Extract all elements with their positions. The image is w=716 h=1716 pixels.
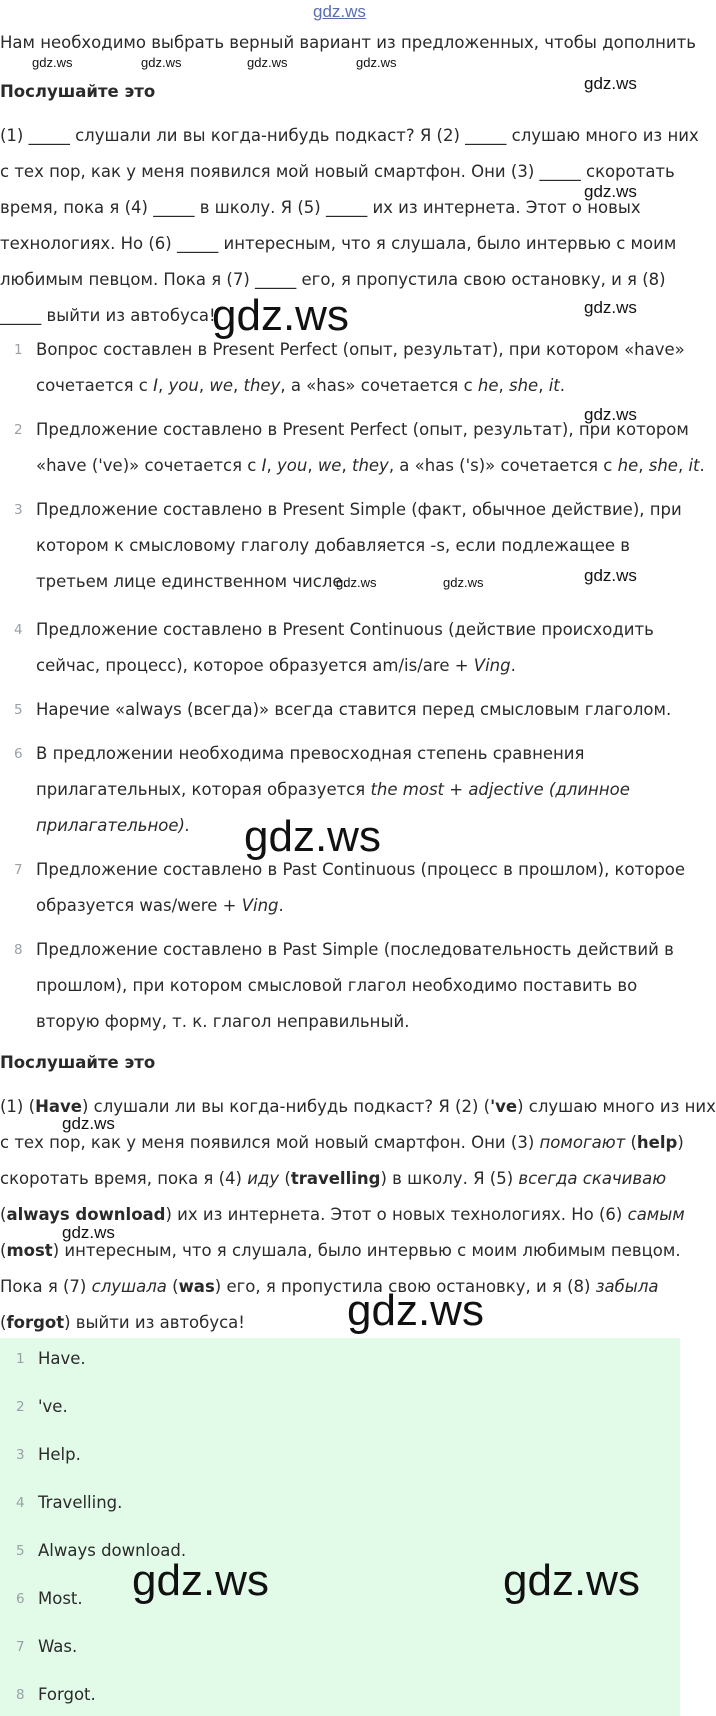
explanation-line xyxy=(36,572,348,591)
text-span: , xyxy=(538,376,549,395)
explanation-number: 1 xyxy=(14,342,23,358)
text-span: , а «has» сочетается с xyxy=(280,376,478,395)
answer-word: travelling xyxy=(290,1169,381,1188)
text-span: В предложении необходима превосходная степень сравнения xyxy=(36,744,585,763)
answer-number: 2 xyxy=(16,1399,25,1415)
emphasis-text: she xyxy=(509,376,539,395)
explanation-number: 6 xyxy=(14,746,23,762)
emphasis-text: + Ving xyxy=(222,896,279,915)
answer-number: 4 xyxy=(16,1495,25,1511)
answer-word: Have xyxy=(35,1097,82,1116)
explanation-number: 3 xyxy=(14,502,23,518)
text-span: , xyxy=(266,456,277,475)
solution-line xyxy=(0,1133,684,1152)
explanation-line xyxy=(36,340,685,359)
text-span: ) их из интернета. Этот о новых технологиях. Но (6) xyxy=(165,1205,628,1224)
explanation-line xyxy=(36,500,682,519)
answer-text: Have. xyxy=(38,1349,86,1368)
answer-text: Always download. xyxy=(38,1541,187,1560)
explanation-line xyxy=(36,1012,409,1031)
solution-line xyxy=(0,1313,245,1332)
emphasis-text: всегда скачиваю xyxy=(518,1169,667,1188)
text-span: сочетается с xyxy=(36,376,154,395)
answer-number: 3 xyxy=(16,1447,25,1463)
text-span: . xyxy=(510,656,516,675)
emphasis-text: слушала xyxy=(91,1277,167,1296)
watermark-large: gdz.ws xyxy=(132,1556,269,1605)
intro-text: Нам необходимо выбрать верный вариант из предложенных, чтобы дополнить xyxy=(0,33,696,52)
text-span: Пока я (7) xyxy=(0,1277,92,1296)
emphasis-text: he xyxy=(477,376,499,395)
answer-text: Travelling. xyxy=(38,1493,123,1512)
watermark: gdz.ws xyxy=(32,55,73,70)
explanation-line xyxy=(36,376,565,395)
watermark: gdz.ws xyxy=(584,298,637,317)
solution-line xyxy=(0,1205,685,1224)
text-span: ) слушали ли вы когда-нибудь подкаст? Я (2) ( xyxy=(81,1097,491,1116)
text-span: , xyxy=(341,456,352,475)
emphasis-text: it xyxy=(548,376,560,395)
text-span: скоротать время, пока я (4) xyxy=(0,1169,248,1188)
text-span: ) выйти из автобуса! xyxy=(64,1313,245,1332)
emphasis-text: she xyxy=(648,456,678,475)
answer-number: 1 xyxy=(16,1351,25,1367)
watermark: gdz.ws xyxy=(247,55,288,70)
text-span: , xyxy=(198,376,210,395)
watermark-large: gdz.ws xyxy=(503,1556,640,1605)
emphasis-text: помогают xyxy=(539,1133,626,1152)
emphasis-text: we xyxy=(209,376,233,395)
answer-text: Help. xyxy=(38,1445,81,1464)
text-span: прошлом), при котором смысловой глагол необходимо поставить во xyxy=(36,976,638,995)
answer-word: most xyxy=(6,1241,53,1260)
emphasis-text: it xyxy=(688,456,700,475)
text-span: третьем лице единственном числе. xyxy=(36,572,348,591)
text-span: ) интересным, что я слушала, было интервью с моим любимым певцом. xyxy=(52,1241,681,1260)
explanation-number: 8 xyxy=(14,942,23,958)
text-span: Предложение составлено в Past Simple (последовательность действий в xyxy=(36,940,674,959)
watermark: gdz.ws xyxy=(584,566,637,585)
answers-panel xyxy=(0,1338,680,1716)
text-span: ( xyxy=(0,1313,7,1332)
text-span: ) его, я пропустила свою остановку, и я (8) xyxy=(214,1277,596,1296)
emphasis-text: you xyxy=(168,376,199,395)
watermark-large: gdz.ws xyxy=(244,812,381,861)
emphasis-text: the most + adjective (длинное xyxy=(370,780,630,799)
text-span: котором к смысловому глаголу добавляется -s, если подлежащее в xyxy=(36,536,630,555)
text-span: вторую форму, т. к. глагол неправильный. xyxy=(36,1012,410,1031)
solution-line xyxy=(0,1241,681,1260)
watermark: gdz.ws xyxy=(62,1223,115,1242)
task-heading: Послушайте это xyxy=(0,82,156,101)
explanation-line xyxy=(36,940,674,959)
text-span: Вопрос составлен в Present Perfect (опыт, результат), при котором «have» xyxy=(36,340,685,359)
solution-line xyxy=(0,1277,659,1296)
text-span: ( xyxy=(166,1277,179,1296)
answer-text: 've. xyxy=(38,1397,68,1416)
answer-word: help xyxy=(636,1133,678,1152)
emphasis-text: we xyxy=(317,456,342,475)
explanation-line xyxy=(36,536,630,555)
text-span: , xyxy=(638,456,649,475)
emphasis-text: самым xyxy=(627,1205,685,1224)
emphasis-text: прилагательное). xyxy=(36,816,191,835)
solution-heading: Послушайте это xyxy=(0,1053,156,1072)
watermark-large: gdz.ws xyxy=(347,1286,484,1335)
text-span: , xyxy=(232,376,244,395)
explanation-number: 5 xyxy=(14,702,23,718)
answer-word: was xyxy=(178,1277,215,1296)
emphasis-text: you xyxy=(276,456,308,475)
text-span: (1) ( xyxy=(0,1097,36,1116)
emphasis-text: забыла xyxy=(595,1277,659,1296)
watermark: gdz.ws xyxy=(336,575,377,590)
text-span: сейчас, процесс), которое образуется am/is/are xyxy=(36,656,455,675)
answer-word: 've xyxy=(490,1097,518,1116)
explanation-line xyxy=(36,780,630,799)
task-line: технологиях. Но (6) _____ интересным, что я слушала, было интервью с моим xyxy=(0,234,677,253)
task-line: с тех пор, как у меня появился мой новый смартфон. Они (3) _____ скоротать xyxy=(0,162,675,181)
watermark-large: gdz.ws xyxy=(212,291,349,340)
text-span: Предложение составлено в Past Continuous (процесс в прошлом), которое xyxy=(36,860,686,879)
text-span: ( xyxy=(279,1169,291,1188)
explanation-number: 7 xyxy=(14,862,23,878)
text-span: , а «has ('s)» сочетается с xyxy=(388,456,618,475)
explanation-line xyxy=(36,896,284,915)
emphasis-text: they xyxy=(243,376,281,395)
watermark: gdz.ws xyxy=(443,575,484,590)
text-span: , xyxy=(677,456,689,475)
watermark: gdz.ws xyxy=(584,74,637,93)
answer-number: 7 xyxy=(16,1639,25,1655)
emphasis-text: he xyxy=(617,456,639,475)
answer-number: 5 xyxy=(16,1543,25,1559)
text-span: Предложение составлено в Present Simple (факт, обычное действие), при xyxy=(36,500,682,519)
explanation-line xyxy=(36,620,654,639)
emphasis-text: I xyxy=(261,456,267,475)
emphasis-text: иду xyxy=(247,1169,280,1188)
answer-word: forgot xyxy=(6,1313,65,1332)
top-watermark: gdz.ws xyxy=(313,2,366,21)
answer-number: 8 xyxy=(16,1687,25,1703)
text-span: ( xyxy=(0,1241,7,1260)
watermark: gdz.ws xyxy=(584,182,637,201)
watermark: gdz.ws xyxy=(356,55,397,70)
task-line: любимым певцом. Пока я (7) _____ его, я пропустила свою остановку, и я (8) xyxy=(0,270,666,289)
answer-text: Was. xyxy=(38,1637,78,1656)
answer-text: Forgot. xyxy=(38,1685,96,1704)
explanation-number: 4 xyxy=(14,622,23,638)
text-span: ( xyxy=(0,1205,7,1224)
text-span: , xyxy=(307,456,318,475)
text-span: ) в школу. Я (5) xyxy=(380,1169,519,1188)
text-span: Предложение составлено в Present Continuous (действие происходить xyxy=(36,620,654,639)
text-span: . xyxy=(278,896,284,915)
task-line: _____ выйти из автобуса! xyxy=(0,306,216,325)
watermark: gdz.ws xyxy=(62,1114,115,1133)
text-span: , xyxy=(158,376,169,395)
explanation-number: 2 xyxy=(14,422,23,438)
explanation-line xyxy=(36,976,637,995)
text-span: прилагательных, которая образуется xyxy=(36,780,371,799)
emphasis-text: + Ving xyxy=(454,656,511,675)
text-span: ) слушаю много из них xyxy=(517,1097,716,1116)
text-span: ) xyxy=(677,1133,684,1152)
explanation-line xyxy=(36,656,516,675)
text-span: , xyxy=(498,376,509,395)
text-span: с тех пор, как у меня появился мой новый смартфон. Они (3) xyxy=(0,1133,540,1152)
explanation-line xyxy=(36,700,671,719)
explanation-line xyxy=(36,456,705,475)
task-line: (1) _____ слушали ли вы когда-нибудь подкаст? Я (2) _____ слушаю много из них xyxy=(0,126,699,145)
answer-number: 6 xyxy=(16,1591,25,1607)
explanation-line xyxy=(36,860,685,879)
emphasis-text: I xyxy=(153,376,158,395)
text-span: . xyxy=(699,456,705,475)
text-span: ( xyxy=(625,1133,637,1152)
answer-text: Most. xyxy=(38,1589,83,1608)
watermark: gdz.ws xyxy=(584,405,637,424)
emphasis-text: they xyxy=(351,456,389,475)
text-span: «have ('ve)» сочетается с xyxy=(36,456,262,475)
answer-word: always download xyxy=(6,1205,166,1224)
task-line: время, пока я (4) _____ в школу. Я (5) _____ их из интернета. Этот о новых xyxy=(0,198,641,217)
text-span: Наречие «always (всегда)» всегда ставится перед смысловым глаголом. xyxy=(36,700,672,719)
explanation-line xyxy=(36,816,190,835)
explanation-line xyxy=(36,744,584,763)
text-span: . xyxy=(559,376,566,395)
text-span: образуется was/were xyxy=(36,896,223,915)
solution-line xyxy=(0,1169,666,1188)
watermark: gdz.ws xyxy=(141,55,182,70)
text-span: Предложение составлено в Present Perfect (опыт, результат), при котором xyxy=(36,420,689,439)
